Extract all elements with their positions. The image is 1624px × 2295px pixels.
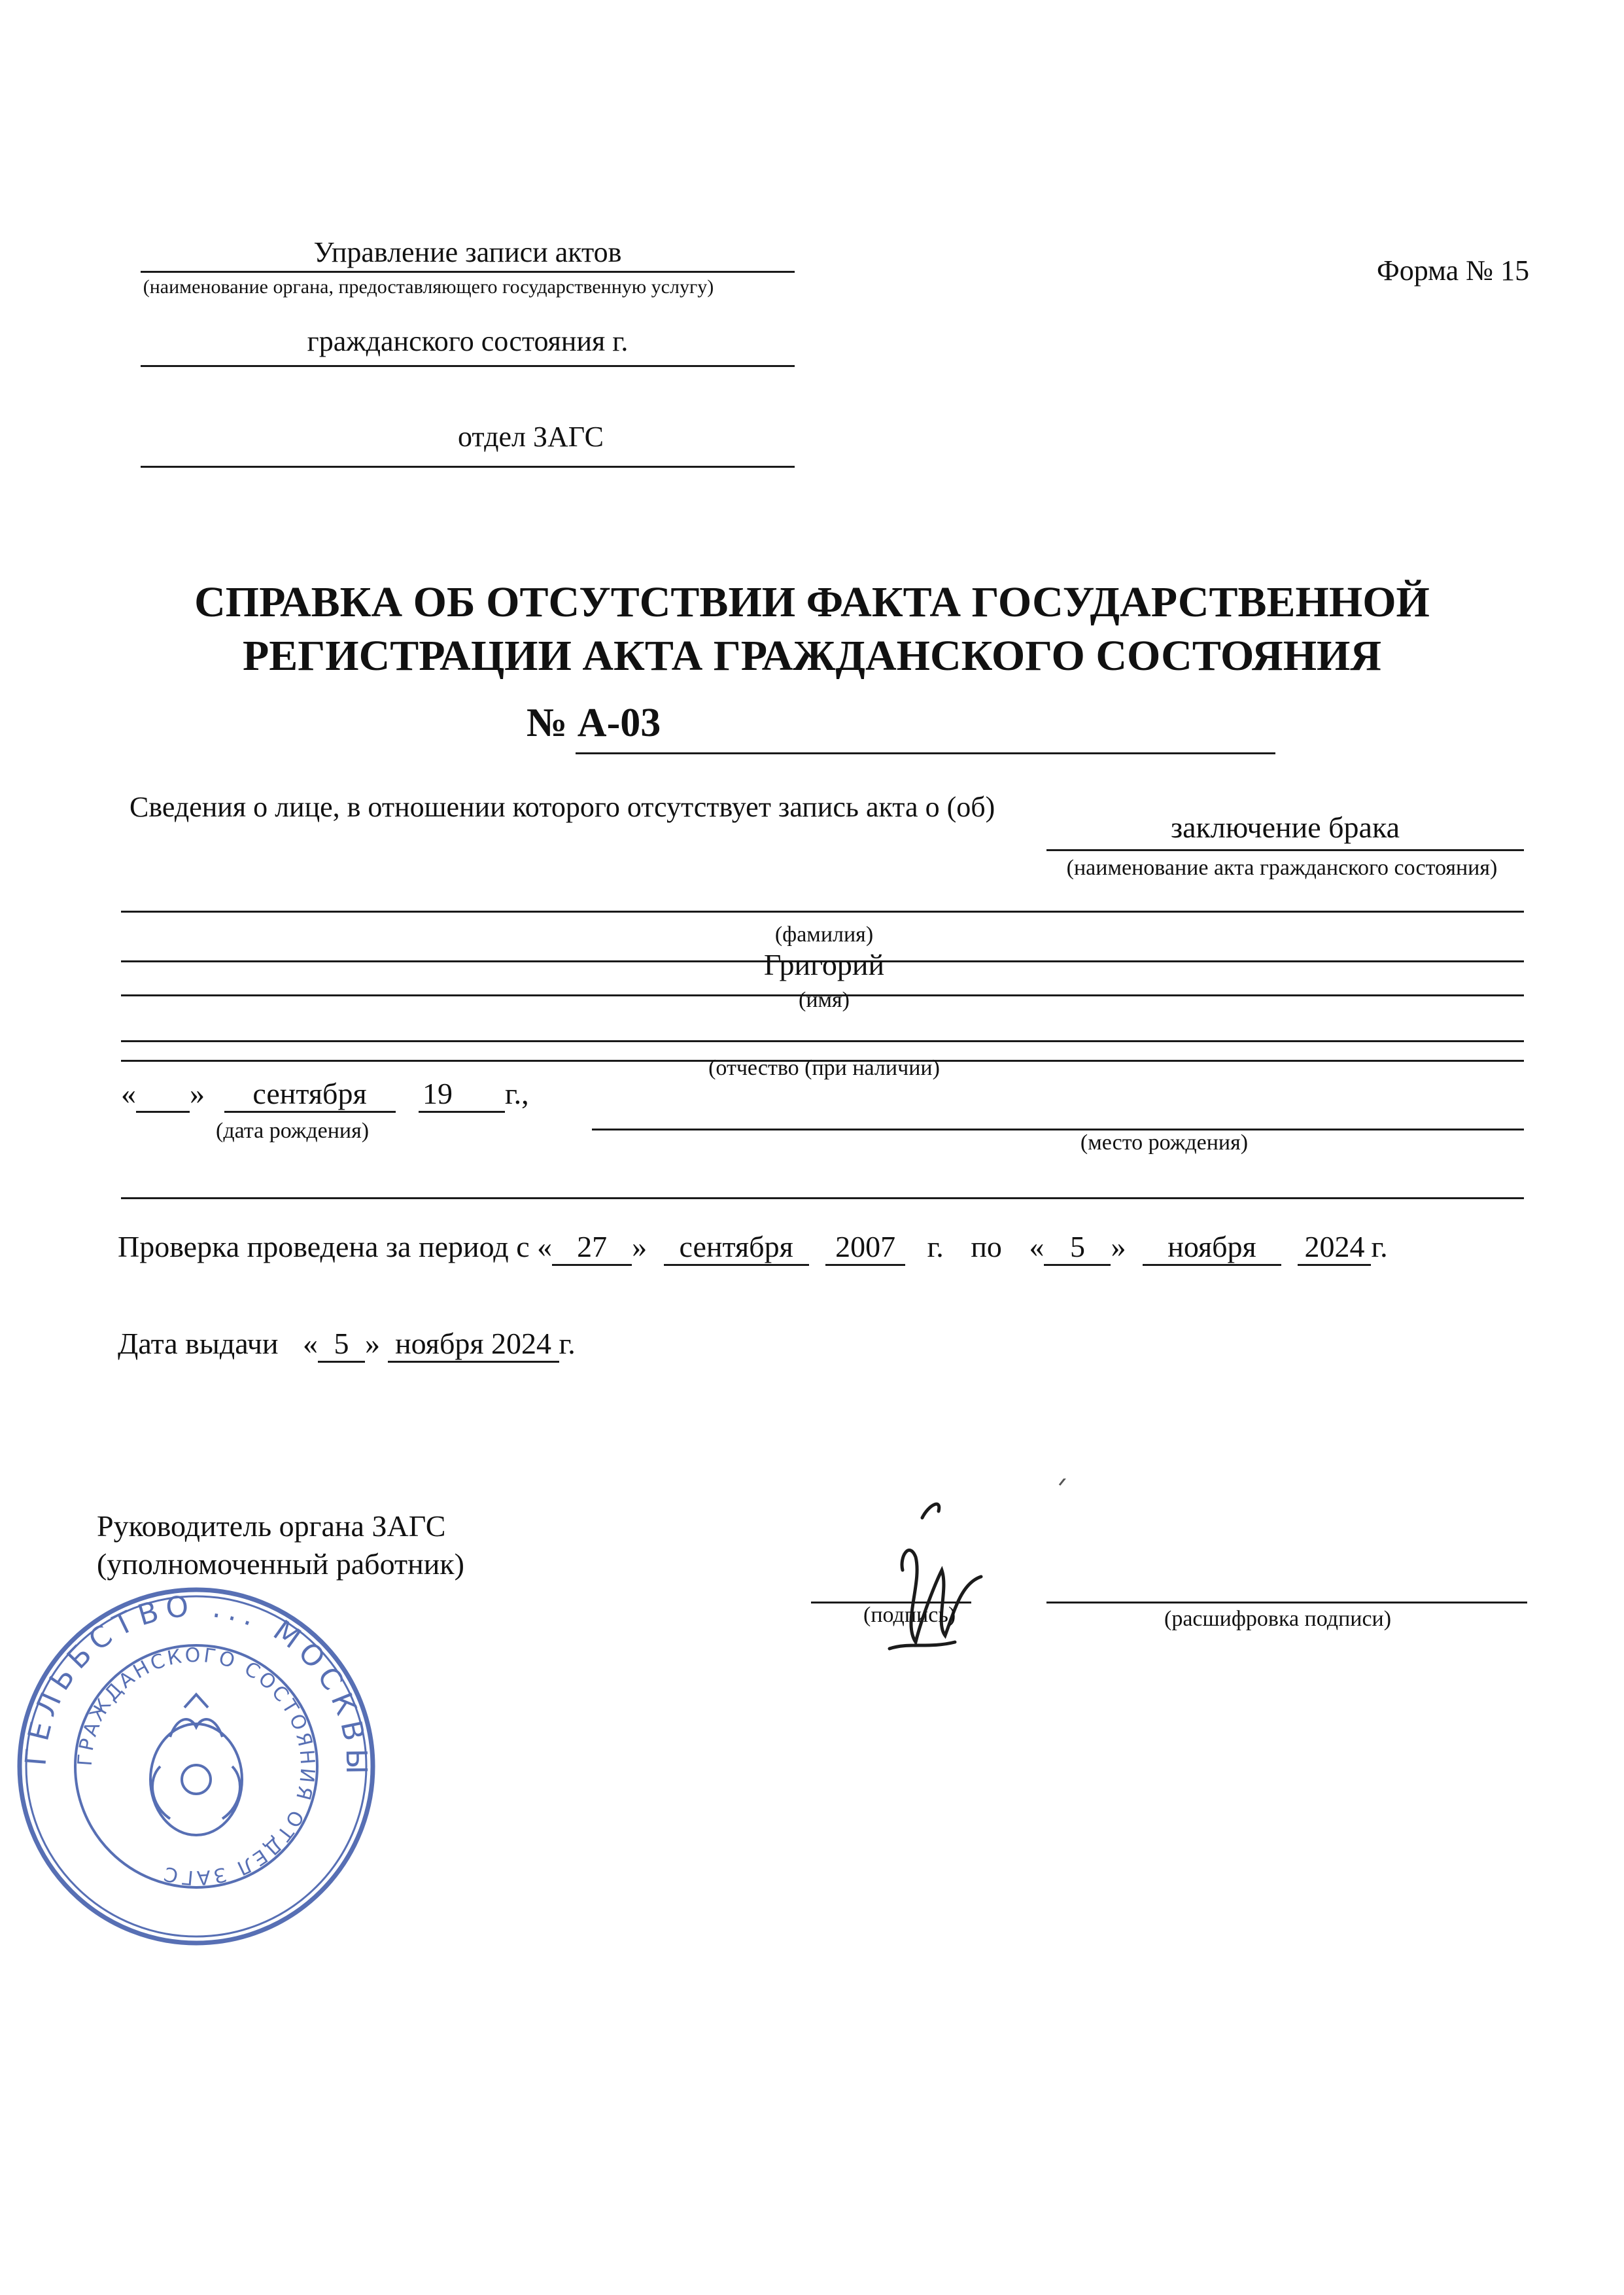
form-number: Форма № 15 <box>1377 254 1530 287</box>
patronymic-caption: (отчество (при наличии) <box>708 1056 940 1080</box>
from-day: 27 <box>552 1231 632 1266</box>
birth-year-suffix: г., <box>505 1077 529 1110</box>
birthplace-line <box>592 1129 1524 1130</box>
document-number-underline <box>576 752 1275 754</box>
org-line-2: гражданского состояния г. <box>307 325 629 357</box>
org-line-3-underline <box>141 466 795 468</box>
signature-decode-line <box>1046 1602 1527 1603</box>
birth-date-caption: (дата рождения) <box>216 1119 370 1143</box>
org-line-3: отдел ЗАГС <box>458 421 604 453</box>
check-period-row: Проверка проведена за период с « 27 » сентября 2007 г. по « 5 » ноября 2024 г. <box>118 1231 1388 1266</box>
stamp-outer-text: ГЕЛЬБСТВО ... МОСКВЫ <box>19 1589 373 1781</box>
to-month: ноября <box>1143 1231 1281 1266</box>
issue-date-row: Дата выдачи « 5 » ноября 2024 г. <box>118 1328 576 1363</box>
org-caption: (наименование органа, предоставляющего государственную услугу) <box>143 276 714 298</box>
to-day: 5 <box>1044 1231 1111 1266</box>
to-label: по <box>971 1230 1002 1263</box>
birth-close-quote: » <box>190 1077 205 1110</box>
from-year: 2007 <box>825 1231 905 1266</box>
first-name-caption: (имя) <box>799 988 850 1012</box>
act-name: заключение брака <box>1170 811 1400 844</box>
birth-open-quote: « <box>121 1077 136 1110</box>
patronymic-line-1 <box>121 1040 1524 1042</box>
birth-date-row <box>121 1078 529 1113</box>
surname-line <box>121 911 1524 913</box>
act-name-underline <box>1046 849 1524 851</box>
issue-day: 5 <box>318 1328 365 1363</box>
head-title-line-1: Руководитель органа ЗАГС <box>97 1509 446 1543</box>
issue-g: г. <box>559 1327 576 1360</box>
signature-caption: (подпись) <box>863 1603 956 1627</box>
document-number: № А-03 <box>527 701 661 745</box>
surname-caption: (фамилия) <box>774 922 874 947</box>
person-intro: Сведения о лице, в отношении которого отсутствует запись акта о (об) <box>130 791 995 823</box>
from-year-g: г. <box>927 1230 944 1263</box>
document-title-line-2: РЕГИСТРАЦИИ АКТА ГРАЖДАНСКОГО СОСТОЯНИЯ <box>242 632 1382 680</box>
org-line-1-underline <box>141 271 795 273</box>
issue-label: Дата выдачи <box>118 1327 279 1360</box>
birth-month: сентября <box>224 1078 396 1113</box>
check-period-label: Проверка проведена за период с <box>118 1230 530 1263</box>
birthplace-extra-line <box>121 1197 1524 1199</box>
act-caption: (наименование акта гражданского состояния) <box>1066 856 1498 880</box>
official-stamp <box>13 1583 379 1950</box>
document-title-line-1: СПРАВКА ОБ ОТСУТСТВИИ ФАКТА ГОСУДАРСТВЕННОЙ <box>194 578 1430 626</box>
issue-year: 2024 <box>491 1327 552 1360</box>
signature-decode-caption: (расшифровка подписи) <box>1164 1607 1392 1631</box>
stamp-inner-text: ГРАЖДАНСКОГО СОСТОЯНИЯ ОТДЕЛ ЗАГС <box>73 1643 319 1889</box>
svg-text:ГЕЛЬБСТВО ... МОСКВЫ <box>19 1589 373 1781</box>
first-name: Григорий <box>763 948 885 981</box>
to-year-g: г. <box>1371 1230 1388 1263</box>
birth-year-prefix: 19 <box>419 1078 505 1113</box>
coat-of-arms-icon <box>150 1694 242 1835</box>
from-month: сентября <box>664 1231 809 1266</box>
to-year: 2024 <box>1298 1231 1371 1266</box>
org-line-2-underline <box>141 365 795 367</box>
issue-month: ноября <box>395 1327 484 1360</box>
org-line-1: Управление записи актов <box>313 236 622 268</box>
birthplace-caption: (место рождения) <box>1080 1130 1249 1155</box>
head-title-line-2: (уполномоченный работник) <box>97 1547 464 1581</box>
signature-image <box>824 1479 1099 1694</box>
